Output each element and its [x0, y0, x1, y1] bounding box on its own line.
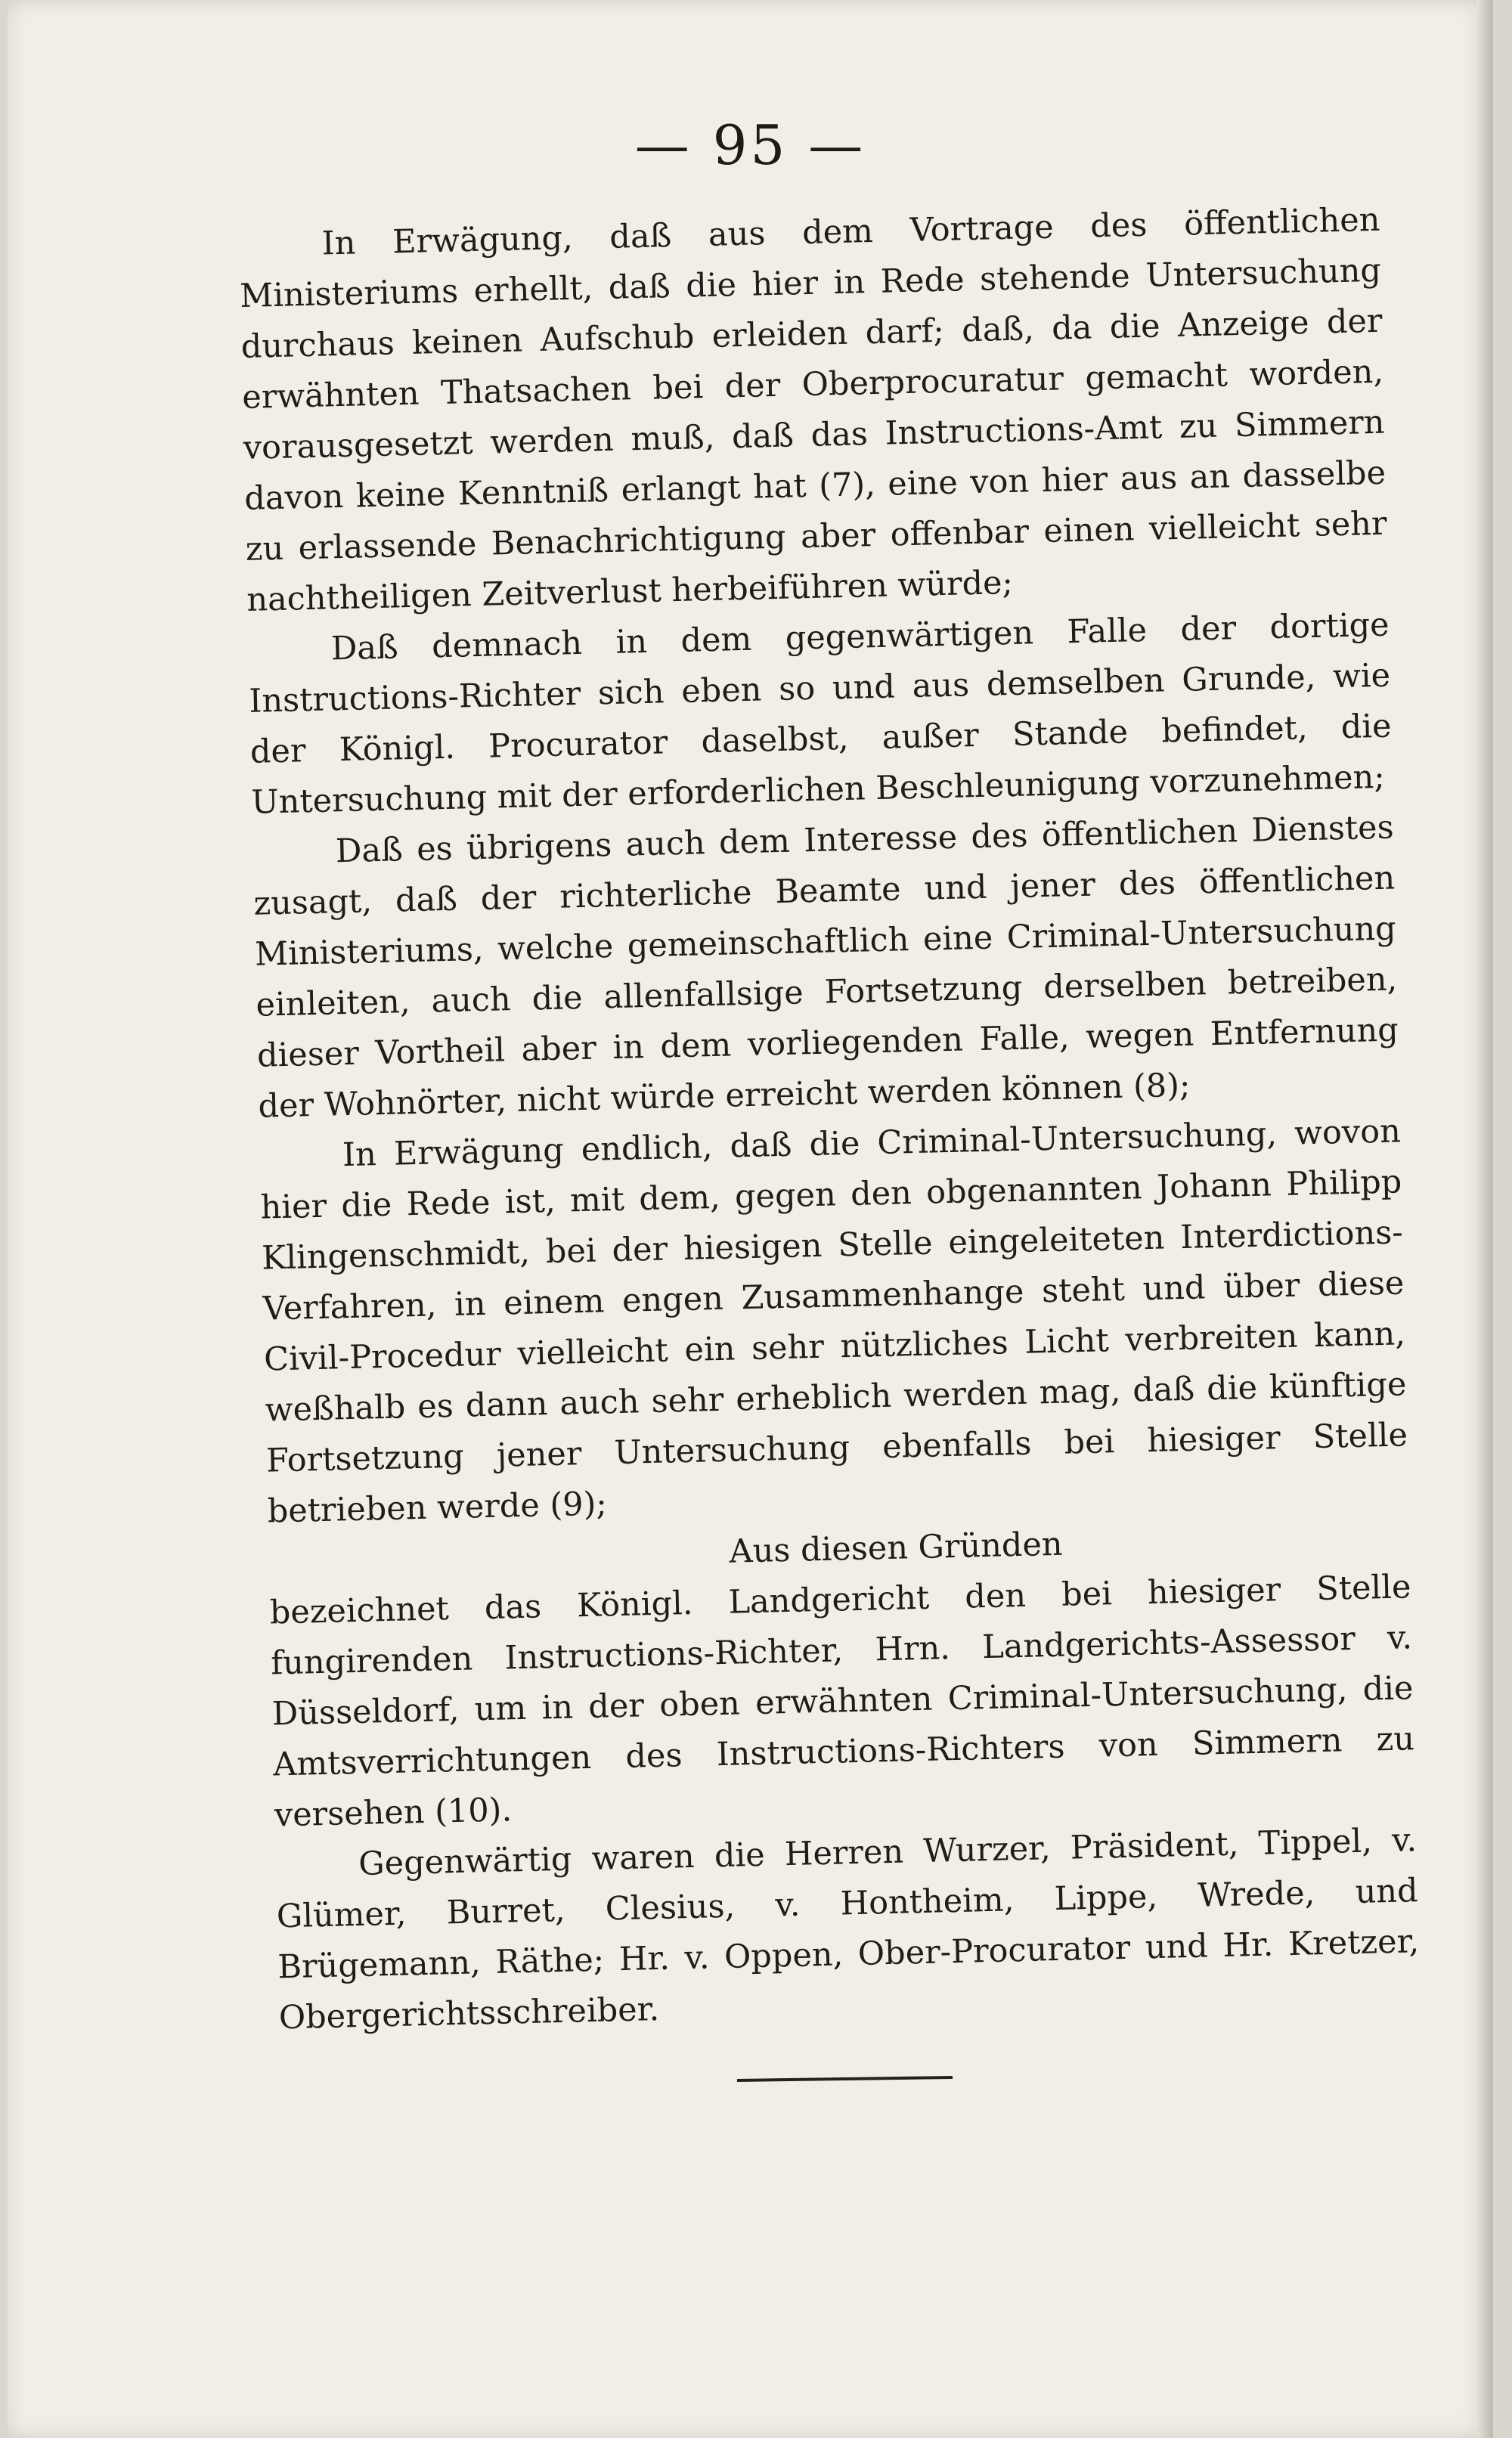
paragraph-uebrigens: Daß es übrigens auch dem Interesse des öffentlichen Dienstes zusagt, daß der richterliche Beamte und jener des öffentlichen Ministeriums, welche gemeinschaftlich eine Criminal-Untersuchung einleiten, auch die allenfallsige Fortsetzung derselben betreiben, dieser Vortheil aber in dem vorliegenden Falle, wegen Entfernung der Wohnörter, nicht würde erreicht werden können (8); — [253, 808, 1399, 1126]
closing-rule — [737, 2076, 953, 2082]
page-number: — 95 — — [634, 113, 866, 177]
paragraph-erwaegung: In Erwägung, daß aus dem Vortrage des öffentlichen Ministeriums erhellt, daß die hier in Rede stehende Untersuchung durchaus keinen Aufschub erleiden darf; daß, da die Anzeige der erwähnten Thatsachen bei der Oberprocuratur gemacht worden, vorausgesetzt werden muß, daß das Instructions-Amt zu Simmern davon keine Kenntniß erlangt hat (7), eine von hier aus an dasselbe zu erlassende Benachrichtigung aber offenbar einen vielleicht sehr nachtheiligen Zeitverlust herbeiführen würde; — [239, 200, 1388, 619]
book-page — [8, 0, 1493, 2438]
page-gutter-shadow — [1476, 0, 1493, 2438]
decision-paragraph: bezeichnet das Königl. Landgericht den bei hiesiger Stelle fungirenden Instructions-Richter, Hrn. Landgerichts-Assessor v. Düsseldorf, um in der oben erwähnten Criminal-Untersuchung, die Amtsverrichtungen des Instructions-Richters von Simmern zu versehen (10). — [269, 1568, 1415, 1835]
paragraph-demnach: Daß demnach in dem gegenwärtigen Falle der dortige Instructions-Richter sich eben so und aus demselben Grunde, wie der Königl. Procurator daselbst, außer Stande befindet, die Untersuchung mit der erforderlichen Beschleunigung vorzunehmen; — [248, 606, 1393, 822]
attendance-paragraph: Gegenwärtig waren die Herren Wurzer, Präsident, Tippel, v. Glümer, Burret, Clesius, v. Hontheim, Lippe, Wrede, und Brügemann, Räthe; Hr. v. Oppen, Ober-Procurator und Hr. Kretzer, Obergerichtsschreiber. — [276, 1821, 1420, 2037]
reasons-heading: Aus diesen Gründen — [729, 1525, 1064, 1571]
paragraph-endlich: In Erwägung endlich, daß die Criminal-Untersuchung, wovon hier die Rede ist, mit dem, gegen den obgenannten Johann Philipp Klingenschmidt, bei der hiesigen Stelle eingeleiteten Interdictions-Verfahren, in einem engen Zusammenhange steht und über diese Civil-Procedur vielleicht ein sehr nützliches Licht verbreiten kann, weßhalb es dann auch sehr erheblich werden mag, daß die künftige Fortsetzung jener Untersuchung ebenfalls bei hiesiger Stelle betrieben werde (9); — [260, 1112, 1408, 1531]
body-text — [238, 195, 1421, 2044]
